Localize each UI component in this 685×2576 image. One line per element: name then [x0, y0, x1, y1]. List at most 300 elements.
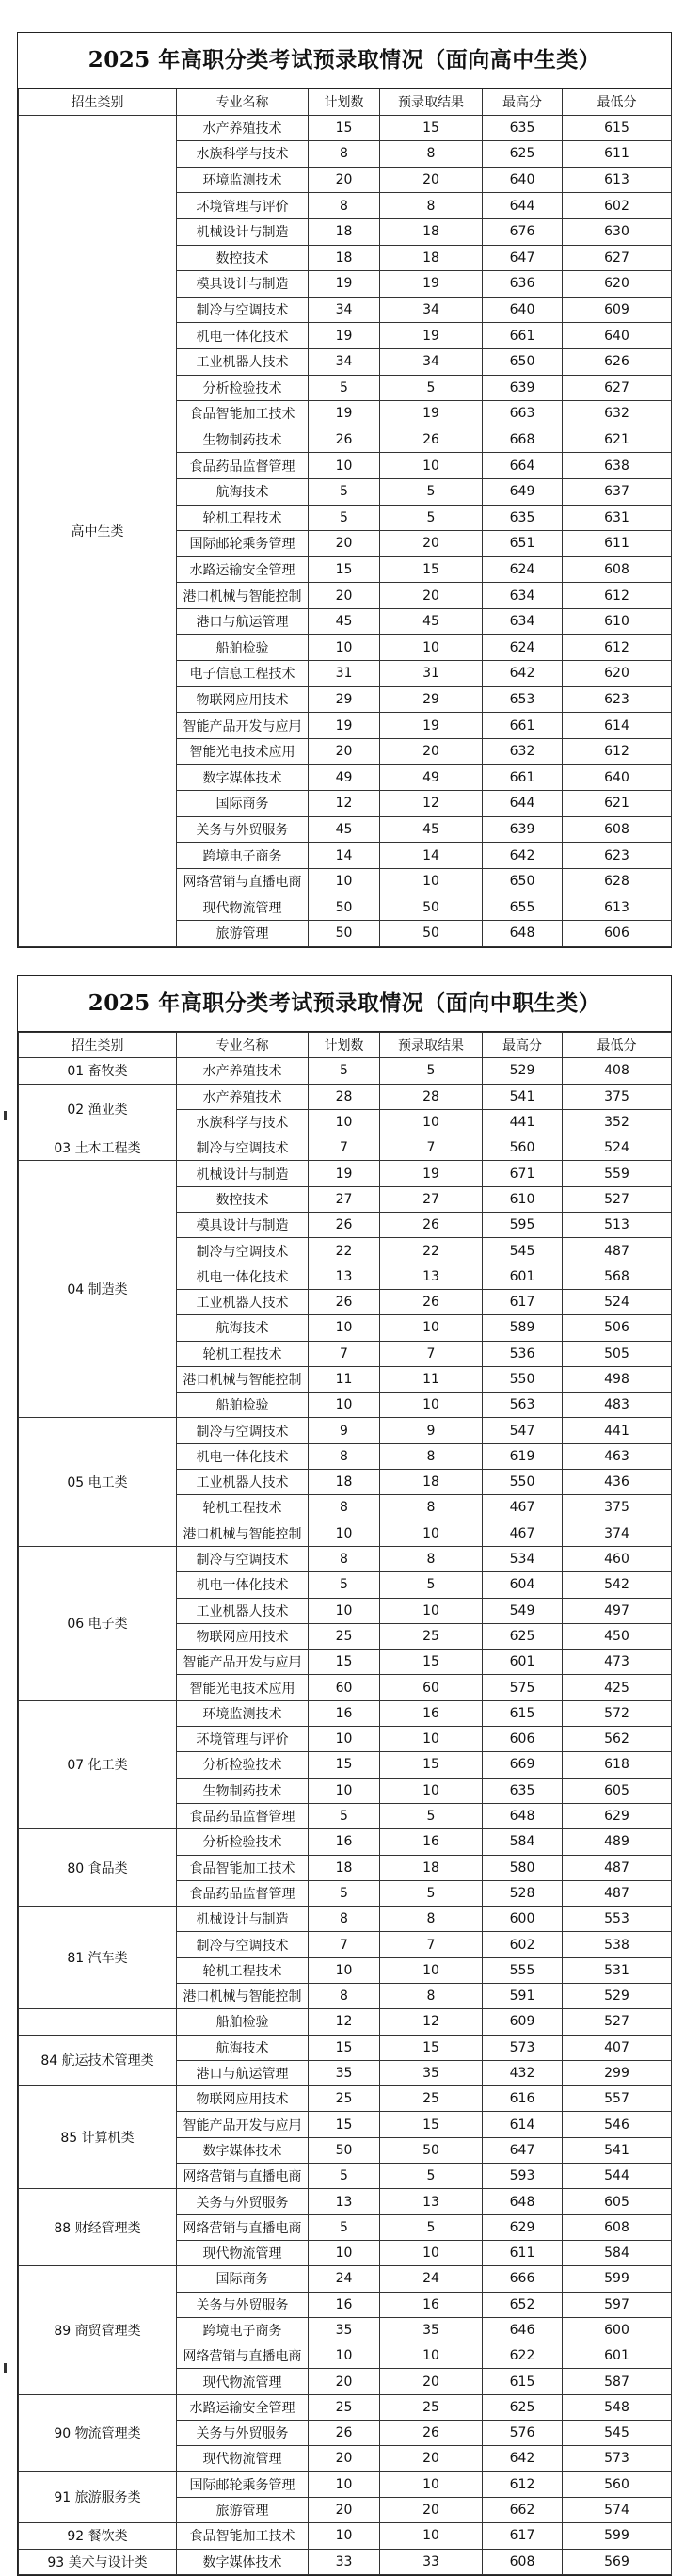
plan-count-cell: 18 — [309, 218, 380, 245]
min-score-cell: 587 — [563, 2369, 672, 2394]
plan-count-cell: 35 — [309, 2317, 380, 2343]
max-score-cell: 550 — [483, 1366, 563, 1392]
max-score-cell: 648 — [483, 1803, 563, 1828]
major-cell: 航海技术 — [177, 1315, 309, 1341]
admitted-count-cell: 5 — [380, 478, 483, 505]
admitted-count-cell: 28 — [380, 1084, 483, 1109]
admitted-count-cell: 29 — [380, 686, 483, 713]
admitted-count-cell: 5 — [380, 505, 483, 531]
max-score-cell: 642 — [483, 843, 563, 869]
max-score-cell: 600 — [483, 1907, 563, 1932]
plan-count-cell: 60 — [309, 1675, 380, 1700]
major-cell: 旅游管理 — [177, 2497, 309, 2522]
max-score-cell: 648 — [483, 2189, 563, 2214]
min-score-cell: 606 — [563, 921, 672, 947]
plan-count-cell: 10 — [309, 1957, 380, 1983]
admitted-count-cell: 26 — [380, 1289, 483, 1314]
max-score-cell: 634 — [483, 583, 563, 609]
admitted-count-cell: 10 — [380, 1521, 483, 1546]
max-score-cell: 573 — [483, 2035, 563, 2060]
plan-count-cell: 31 — [309, 661, 380, 687]
major-cell: 网络营销与直播电商 — [177, 2164, 309, 2189]
admitted-count-cell: 10 — [380, 1957, 483, 1983]
table-body — [19, 89, 672, 947]
major-cell: 工业机器人技术 — [177, 1289, 309, 1314]
admitted-count-cell: 22 — [380, 1238, 483, 1264]
plan-count-cell: 26 — [309, 427, 380, 453]
min-score-cell: 620 — [563, 661, 672, 687]
min-score-cell: 527 — [563, 1186, 672, 1212]
admitted-count-cell: 34 — [380, 348, 483, 375]
min-score-cell: 572 — [563, 1700, 672, 1726]
major-cell: 制冷与空调技术 — [177, 1238, 309, 1264]
plan-count-cell: 13 — [309, 1264, 380, 1289]
category-cell: 06 电子类 — [19, 1546, 177, 1700]
plan-count-cell: 33 — [309, 2549, 380, 2574]
table-row — [19, 1829, 672, 1855]
plan-count-cell: 10 — [309, 2471, 380, 2497]
admitted-count-cell: 10 — [380, 1109, 483, 1135]
admitted-count-cell: 5 — [380, 1880, 483, 1906]
major-cell: 关务与外贸服务 — [177, 2292, 309, 2317]
min-score-cell: 497 — [563, 1598, 672, 1623]
major-cell: 现代物流管理 — [177, 2369, 309, 2394]
category-cell: 01 畜牧类 — [19, 1058, 177, 1084]
min-score-cell: 299 — [563, 2060, 672, 2085]
max-score-cell: 639 — [483, 375, 563, 401]
max-score-cell: 642 — [483, 661, 563, 687]
max-score-cell: 604 — [483, 1572, 563, 1598]
admitted-count-cell: 5 — [380, 2214, 483, 2240]
admitted-count-cell: 50 — [380, 894, 483, 921]
min-score-cell: 463 — [563, 1443, 672, 1469]
min-score-cell: 610 — [563, 608, 672, 635]
plan-count-cell: 34 — [309, 297, 380, 323]
plan-count-cell: 50 — [309, 894, 380, 921]
major-cell: 机械设计与制造 — [177, 1161, 309, 1186]
major-cell: 港口机械与智能控制 — [177, 1366, 309, 1392]
admitted-count-cell: 34 — [380, 297, 483, 323]
major-cell: 食品智能加工技术 — [177, 1855, 309, 1880]
max-score-cell: 549 — [483, 1598, 563, 1623]
major-cell: 轮机工程技术 — [177, 505, 309, 531]
max-score-cell: 666 — [483, 2266, 563, 2292]
table-row — [19, 2009, 672, 2035]
max-score-cell: 619 — [483, 1443, 563, 1469]
plan-count-cell: 5 — [309, 505, 380, 531]
plan-count-cell: 10 — [309, 2240, 380, 2265]
max-score-cell: 635 — [483, 115, 563, 141]
admitted-count-cell: 26 — [380, 427, 483, 453]
major-cell: 智能光电技术应用 — [177, 1675, 309, 1700]
min-score-cell: 620 — [563, 271, 672, 298]
major-cell: 网络营销与直播电商 — [177, 2214, 309, 2240]
max-score-cell: 625 — [483, 141, 563, 168]
major-cell: 物联网应用技术 — [177, 2086, 309, 2112]
major-cell: 网络营销与直播电商 — [177, 2343, 309, 2369]
min-score-cell: 623 — [563, 843, 672, 869]
admitted-count-cell: 10 — [380, 2343, 483, 2369]
table-row — [19, 1700, 672, 1726]
major-cell: 物联网应用技术 — [177, 686, 309, 713]
admitted-count-cell: 8 — [380, 193, 483, 219]
admitted-count-cell: 10 — [380, 1315, 483, 1341]
min-score-cell: 553 — [563, 1907, 672, 1932]
admitted-count-cell: 45 — [380, 816, 483, 843]
plan-count-cell: 8 — [309, 1546, 380, 1571]
min-score-cell: 544 — [563, 2164, 672, 2189]
major-cell: 国际邮轮乘务管理 — [177, 2471, 309, 2497]
major-cell: 机电一体化技术 — [177, 1572, 309, 1598]
admitted-count-cell: 7 — [380, 1135, 483, 1161]
margin-mark-bottom — [4, 2363, 7, 2373]
plan-count-cell: 7 — [309, 1341, 380, 1366]
major-cell: 网络营销与直播电商 — [177, 868, 309, 894]
max-score-cell: 647 — [483, 2137, 563, 2163]
plan-count-cell: 20 — [309, 583, 380, 609]
min-score-cell: 611 — [563, 141, 672, 168]
admitted-count-cell: 8 — [380, 1907, 483, 1932]
major-cell: 机械设计与制造 — [177, 1907, 309, 1932]
admitted-count-cell: 15 — [380, 2035, 483, 2060]
major-cell: 环境监测技术 — [177, 167, 309, 193]
admitted-count-cell: 13 — [380, 1264, 483, 1289]
table-row — [19, 2035, 672, 2060]
major-cell: 轮机工程技术 — [177, 1957, 309, 1983]
admitted-count-cell: 18 — [380, 218, 483, 245]
min-score-cell: 531 — [563, 1957, 672, 1983]
major-cell: 制冷与空调技术 — [177, 1418, 309, 1443]
sheet-title: 2025 年高职分类考试预录取情况（面向中职生类） — [18, 976, 671, 1032]
plan-count-cell: 49 — [309, 765, 380, 791]
max-score-cell: 545 — [483, 1238, 563, 1264]
table-row — [19, 1161, 672, 1186]
admitted-count-cell: 20 — [380, 531, 483, 557]
plan-count-cell: 8 — [309, 1495, 380, 1521]
major-cell: 分析检验技术 — [177, 1752, 309, 1778]
category-cell: 03 土木工程类 — [19, 1135, 177, 1161]
admitted-count-cell: 8 — [380, 1495, 483, 1521]
major-cell: 食品智能加工技术 — [177, 401, 309, 427]
max-score-cell: 661 — [483, 765, 563, 791]
plan-count-cell: 27 — [309, 1186, 380, 1212]
admitted-count-cell: 10 — [380, 1393, 483, 1418]
major-cell: 水族科学与技术 — [177, 1109, 309, 1135]
plan-count-cell: 19 — [309, 271, 380, 298]
max-score-cell: 575 — [483, 1675, 563, 1700]
admitted-count-cell: 33 — [380, 2549, 483, 2574]
table-body — [19, 1033, 672, 2575]
admitted-count-cell: 16 — [380, 1700, 483, 1726]
min-score-cell: 562 — [563, 1727, 672, 1752]
major-cell: 环境管理与评价 — [177, 1727, 309, 1752]
admitted-count-cell: 5 — [380, 1058, 483, 1084]
min-score-cell: 538 — [563, 1932, 672, 1957]
plan-count-cell: 15 — [309, 115, 380, 141]
plan-count-cell: 20 — [309, 2369, 380, 2394]
max-score-cell: 611 — [483, 2240, 563, 2265]
max-score-cell: 644 — [483, 791, 563, 817]
max-score-cell: 634 — [483, 608, 563, 635]
max-score-cell: 651 — [483, 531, 563, 557]
major-cell: 模具设计与制造 — [177, 271, 309, 298]
column-header: 预录取结果 — [380, 1033, 483, 1058]
plan-count-cell: 8 — [309, 1907, 380, 1932]
major-cell: 船舶检验 — [177, 635, 309, 661]
plan-count-cell: 13 — [309, 2189, 380, 2214]
admitted-count-cell: 5 — [380, 1572, 483, 1598]
major-cell: 机电一体化技术 — [177, 323, 309, 349]
admitted-count-cell: 15 — [380, 2112, 483, 2137]
max-score-cell: 671 — [483, 1161, 563, 1186]
category-cell: 84 航运技术管理类 — [19, 2035, 177, 2086]
plan-count-cell: 5 — [309, 1058, 380, 1084]
max-score-cell: 676 — [483, 218, 563, 245]
major-cell: 旅游管理 — [177, 921, 309, 947]
table-row — [19, 115, 672, 141]
min-score-cell: 352 — [563, 1109, 672, 1135]
max-score-cell: 661 — [483, 713, 563, 739]
max-score-cell: 580 — [483, 1855, 563, 1880]
min-score-cell: 436 — [563, 1470, 672, 1495]
major-cell: 环境监测技术 — [177, 1700, 309, 1726]
plan-count-cell: 25 — [309, 2394, 380, 2420]
plan-count-cell: 20 — [309, 2497, 380, 2522]
column-header: 最低分 — [563, 89, 672, 116]
max-score-cell: 639 — [483, 816, 563, 843]
admitted-count-cell: 19 — [380, 1161, 483, 1186]
category-cell: 高中生类 — [19, 115, 177, 946]
plan-count-cell: 20 — [309, 531, 380, 557]
min-score-cell: 487 — [563, 1855, 672, 1880]
category-cell: 04 制造类 — [19, 1161, 177, 1418]
major-cell: 轮机工程技术 — [177, 1495, 309, 1521]
min-score-cell: 627 — [563, 245, 672, 271]
admitted-count-cell: 19 — [380, 323, 483, 349]
admitted-count-cell: 10 — [380, 2523, 483, 2549]
max-score-cell: 624 — [483, 556, 563, 583]
plan-count-cell: 8 — [309, 1443, 380, 1469]
admitted-count-cell: 8 — [380, 1983, 483, 2008]
plan-count-cell: 10 — [309, 868, 380, 894]
major-cell: 水产养殖技术 — [177, 1058, 309, 1084]
plan-count-cell: 15 — [309, 1650, 380, 1675]
admitted-count-cell: 50 — [380, 2137, 483, 2163]
max-score-cell: 669 — [483, 1752, 563, 1778]
max-score-cell: 576 — [483, 2421, 563, 2446]
min-score-cell: 599 — [563, 2266, 672, 2292]
admitted-count-cell: 19 — [380, 713, 483, 739]
max-score-cell: 617 — [483, 1289, 563, 1314]
plan-count-cell: 29 — [309, 686, 380, 713]
major-cell: 关务与外贸服务 — [177, 2421, 309, 2446]
admitted-count-cell: 35 — [380, 2317, 483, 2343]
table-row — [19, 1418, 672, 1443]
min-score-cell: 638 — [563, 453, 672, 479]
max-score-cell: 625 — [483, 2394, 563, 2420]
admitted-count-cell: 15 — [380, 556, 483, 583]
min-score-cell: 628 — [563, 868, 672, 894]
major-cell: 船舶检验 — [177, 2009, 309, 2035]
table-row — [19, 2549, 672, 2574]
major-cell: 工业机器人技术 — [177, 1470, 309, 1495]
admitted-count-cell: 11 — [380, 1366, 483, 1392]
max-score-cell: 550 — [483, 1470, 563, 1495]
max-score-cell: 595 — [483, 1213, 563, 1238]
admitted-count-cell: 27 — [380, 1186, 483, 1212]
admitted-count-cell: 8 — [380, 141, 483, 168]
category-cell: 85 计算机类 — [19, 2086, 177, 2189]
major-cell: 跨境电子商务 — [177, 2317, 309, 2343]
min-score-cell: 608 — [563, 556, 672, 583]
major-cell: 国际邮轮乘务管理 — [177, 531, 309, 557]
admitted-count-cell: 45 — [380, 608, 483, 635]
min-score-cell: 621 — [563, 791, 672, 817]
max-score-cell: 648 — [483, 921, 563, 947]
max-score-cell: 609 — [483, 2009, 563, 2035]
max-score-cell: 547 — [483, 1418, 563, 1443]
admitted-count-cell: 24 — [380, 2266, 483, 2292]
plan-count-cell: 5 — [309, 1572, 380, 1598]
min-score-cell: 627 — [563, 375, 672, 401]
max-score-cell: 563 — [483, 1393, 563, 1418]
min-score-cell: 600 — [563, 2317, 672, 2343]
max-score-cell: 616 — [483, 2086, 563, 2112]
plan-count-cell: 26 — [309, 2421, 380, 2446]
admitted-count-cell: 15 — [380, 1752, 483, 1778]
major-cell: 水产养殖技术 — [177, 115, 309, 141]
plan-count-cell: 16 — [309, 1700, 380, 1726]
admitted-count-cell: 8 — [380, 1546, 483, 1571]
max-score-cell: 615 — [483, 1700, 563, 1726]
min-score-cell: 621 — [563, 427, 672, 453]
max-score-cell: 640 — [483, 167, 563, 193]
max-score-cell: 635 — [483, 1778, 563, 1803]
min-score-cell: 612 — [563, 738, 672, 765]
min-score-cell: 545 — [563, 2421, 672, 2446]
major-cell: 生物制药技术 — [177, 1778, 309, 1803]
admitted-count-cell: 10 — [380, 2471, 483, 2497]
admitted-count-cell: 25 — [380, 2394, 483, 2420]
plan-count-cell: 15 — [309, 1752, 380, 1778]
min-score-cell: 375 — [563, 1084, 672, 1109]
plan-count-cell: 18 — [309, 245, 380, 271]
admitted-count-cell: 49 — [380, 765, 483, 791]
admitted-count-cell: 26 — [380, 1213, 483, 1238]
max-score-cell: 644 — [483, 193, 563, 219]
min-score-cell: 542 — [563, 1572, 672, 1598]
max-score-cell: 610 — [483, 1186, 563, 1212]
major-cell: 港口机械与智能控制 — [177, 1521, 309, 1546]
min-score-cell: 637 — [563, 478, 672, 505]
admitted-count-cell: 10 — [380, 635, 483, 661]
min-score-cell: 450 — [563, 1623, 672, 1649]
min-score-cell: 483 — [563, 1393, 672, 1418]
plan-count-cell: 12 — [309, 2009, 380, 2035]
sheet-high-school — [17, 32, 672, 948]
plan-count-cell: 26 — [309, 1213, 380, 1238]
plan-count-cell: 50 — [309, 2137, 380, 2163]
max-score-cell: 624 — [483, 635, 563, 661]
min-score-cell: 573 — [563, 2446, 672, 2471]
min-score-cell: 560 — [563, 2471, 672, 2497]
min-score-cell: 614 — [563, 713, 672, 739]
plan-count-cell: 5 — [309, 1880, 380, 1906]
min-score-cell: 487 — [563, 1238, 672, 1264]
min-score-cell: 602 — [563, 193, 672, 219]
min-score-cell: 640 — [563, 323, 672, 349]
plan-count-cell: 5 — [309, 2164, 380, 2189]
major-cell: 现代物流管理 — [177, 2446, 309, 2471]
min-score-cell: 612 — [563, 635, 672, 661]
admitted-count-cell: 9 — [380, 1418, 483, 1443]
admitted-count-cell: 7 — [380, 1341, 483, 1366]
category-cell: 88 财经管理类 — [19, 2189, 177, 2266]
admitted-count-cell: 10 — [380, 868, 483, 894]
max-score-cell: 589 — [483, 1315, 563, 1341]
plan-count-cell: 5 — [309, 2214, 380, 2240]
category-cell — [19, 2009, 177, 2035]
plan-count-cell: 45 — [309, 608, 380, 635]
max-score-cell: 629 — [483, 2214, 563, 2240]
major-cell: 现代物流管理 — [177, 2240, 309, 2265]
min-score-cell: 498 — [563, 1366, 672, 1392]
max-score-cell: 652 — [483, 2292, 563, 2317]
min-score-cell: 487 — [563, 1880, 672, 1906]
admitted-count-cell: 31 — [380, 661, 483, 687]
min-score-cell: 609 — [563, 297, 672, 323]
table-row — [19, 2523, 672, 2549]
admitted-count-cell: 10 — [380, 1727, 483, 1752]
column-header: 招生类别 — [19, 89, 177, 116]
major-cell: 轮机工程技术 — [177, 1341, 309, 1366]
major-cell: 工业机器人技术 — [177, 1598, 309, 1623]
major-cell: 制冷与空调技术 — [177, 297, 309, 323]
sheet-vocational — [17, 975, 672, 2576]
min-score-cell: 630 — [563, 218, 672, 245]
max-score-cell: 441 — [483, 1109, 563, 1135]
max-score-cell: 612 — [483, 2471, 563, 2497]
major-cell: 机电一体化技术 — [177, 1264, 309, 1289]
plan-count-cell: 8 — [309, 193, 380, 219]
plan-count-cell: 20 — [309, 2446, 380, 2471]
major-cell: 工业机器人技术 — [177, 348, 309, 375]
max-score-cell: 536 — [483, 1341, 563, 1366]
major-cell: 港口机械与智能控制 — [177, 583, 309, 609]
plan-count-cell: 25 — [309, 1623, 380, 1649]
plan-count-cell: 10 — [309, 1521, 380, 1546]
min-score-cell: 374 — [563, 1521, 672, 1546]
column-header: 最高分 — [483, 1033, 563, 1058]
admitted-count-cell: 7 — [380, 1932, 483, 1957]
sheet-title: 2025 年高职分类考试预录取情况（面向高中生类） — [18, 33, 671, 89]
major-cell: 水路运输安全管理 — [177, 556, 309, 583]
min-score-cell: 618 — [563, 1752, 672, 1778]
major-cell: 国际商务 — [177, 791, 309, 817]
admitted-count-cell: 10 — [380, 1598, 483, 1623]
min-score-cell: 615 — [563, 115, 672, 141]
major-cell: 船舶检验 — [177, 1393, 309, 1418]
max-score-cell: 649 — [483, 478, 563, 505]
admitted-count-cell: 60 — [380, 1675, 483, 1700]
max-score-cell: 646 — [483, 2317, 563, 2343]
major-cell: 环境管理与评价 — [177, 193, 309, 219]
plan-count-cell: 10 — [309, 1778, 380, 1803]
major-cell: 航海技术 — [177, 2035, 309, 2060]
admitted-count-cell: 50 — [380, 921, 483, 947]
admitted-count-cell: 26 — [380, 2421, 483, 2446]
plan-count-cell: 18 — [309, 1470, 380, 1495]
